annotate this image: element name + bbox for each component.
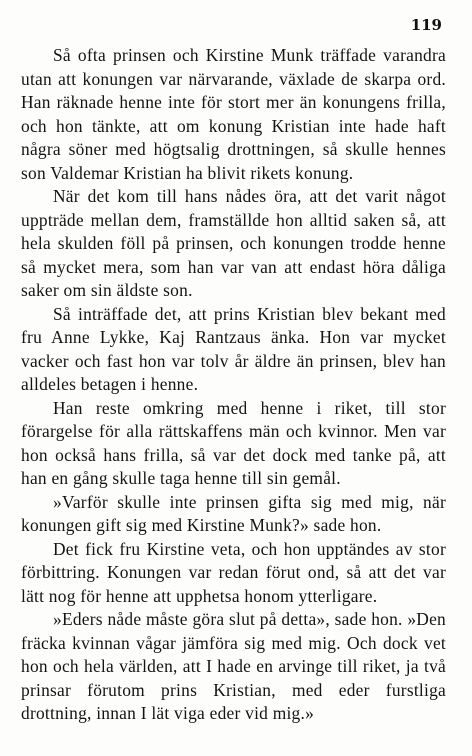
body-text [21,44,446,726]
paragraph-4: Han reste omkring med henne i riket, till stor förargelse för alla rättskaffens män och kvinnor. Men var hon också hans frilla, så var det dock med tanke på, att han en gång skulle taga henne till sin gemål. [21,397,446,488]
paragraph-1: Så ofta prinsen och Kirstine Munk träffade varandra utan att konungen var närvarande, växlade de skarpa ord. Han räknade henne inte för stort mer än konungens frilla, och hon tänkte, att om konung Kristian inte hade haft några söner med högtsalig drottningen, så skulle hennes son Valdemar Kristian ha blivit rikets konung. [21,45,446,183]
paragraph-7: »Eders nåde måste göra slut på detta», sade hon. »Den fräcka kvinnan vågar jämföra sig med mig. Och dock vet hon och hela världen, att I hade en arvinge till riket, ja två prinsar förutom prins Kristian, med eder furstliga drottning, innan I lät viga eder vid mig.» [21,609,446,723]
paragraph-5: »Varför skulle inte prinsen gifta sig med mig, när konungen gift sig med Kirstine Munk?» sade hon. [21,491,446,535]
paragraph-2: När det kom till hans nådes öra, att det varit något uppträde mellan dem, framställde hon alltid saken så, att hela skulden föll på prinsen, och konungen trodde henne så mycket mera, som han var van att endast höra dåliga saker om sin äldste son. [21,186,446,300]
paragraph-6: Det fick fru Kirstine veta, och hon upptändes av stor förbittring. Konungen var redan förut ond, så att det var lätt nog för henne att upphetsa honom ytterligare. [21,538,446,606]
page-number: 119 [410,16,442,34]
paragraph-3: Så inträffade det, att prins Kristian blev bekant med fru Anne Lykke, Kaj Rantzaus änka. Hon var mycket vacker och fast hon var tolv år äldre än prinsen, blev han alldeles betagen i henne. [21,303,446,394]
